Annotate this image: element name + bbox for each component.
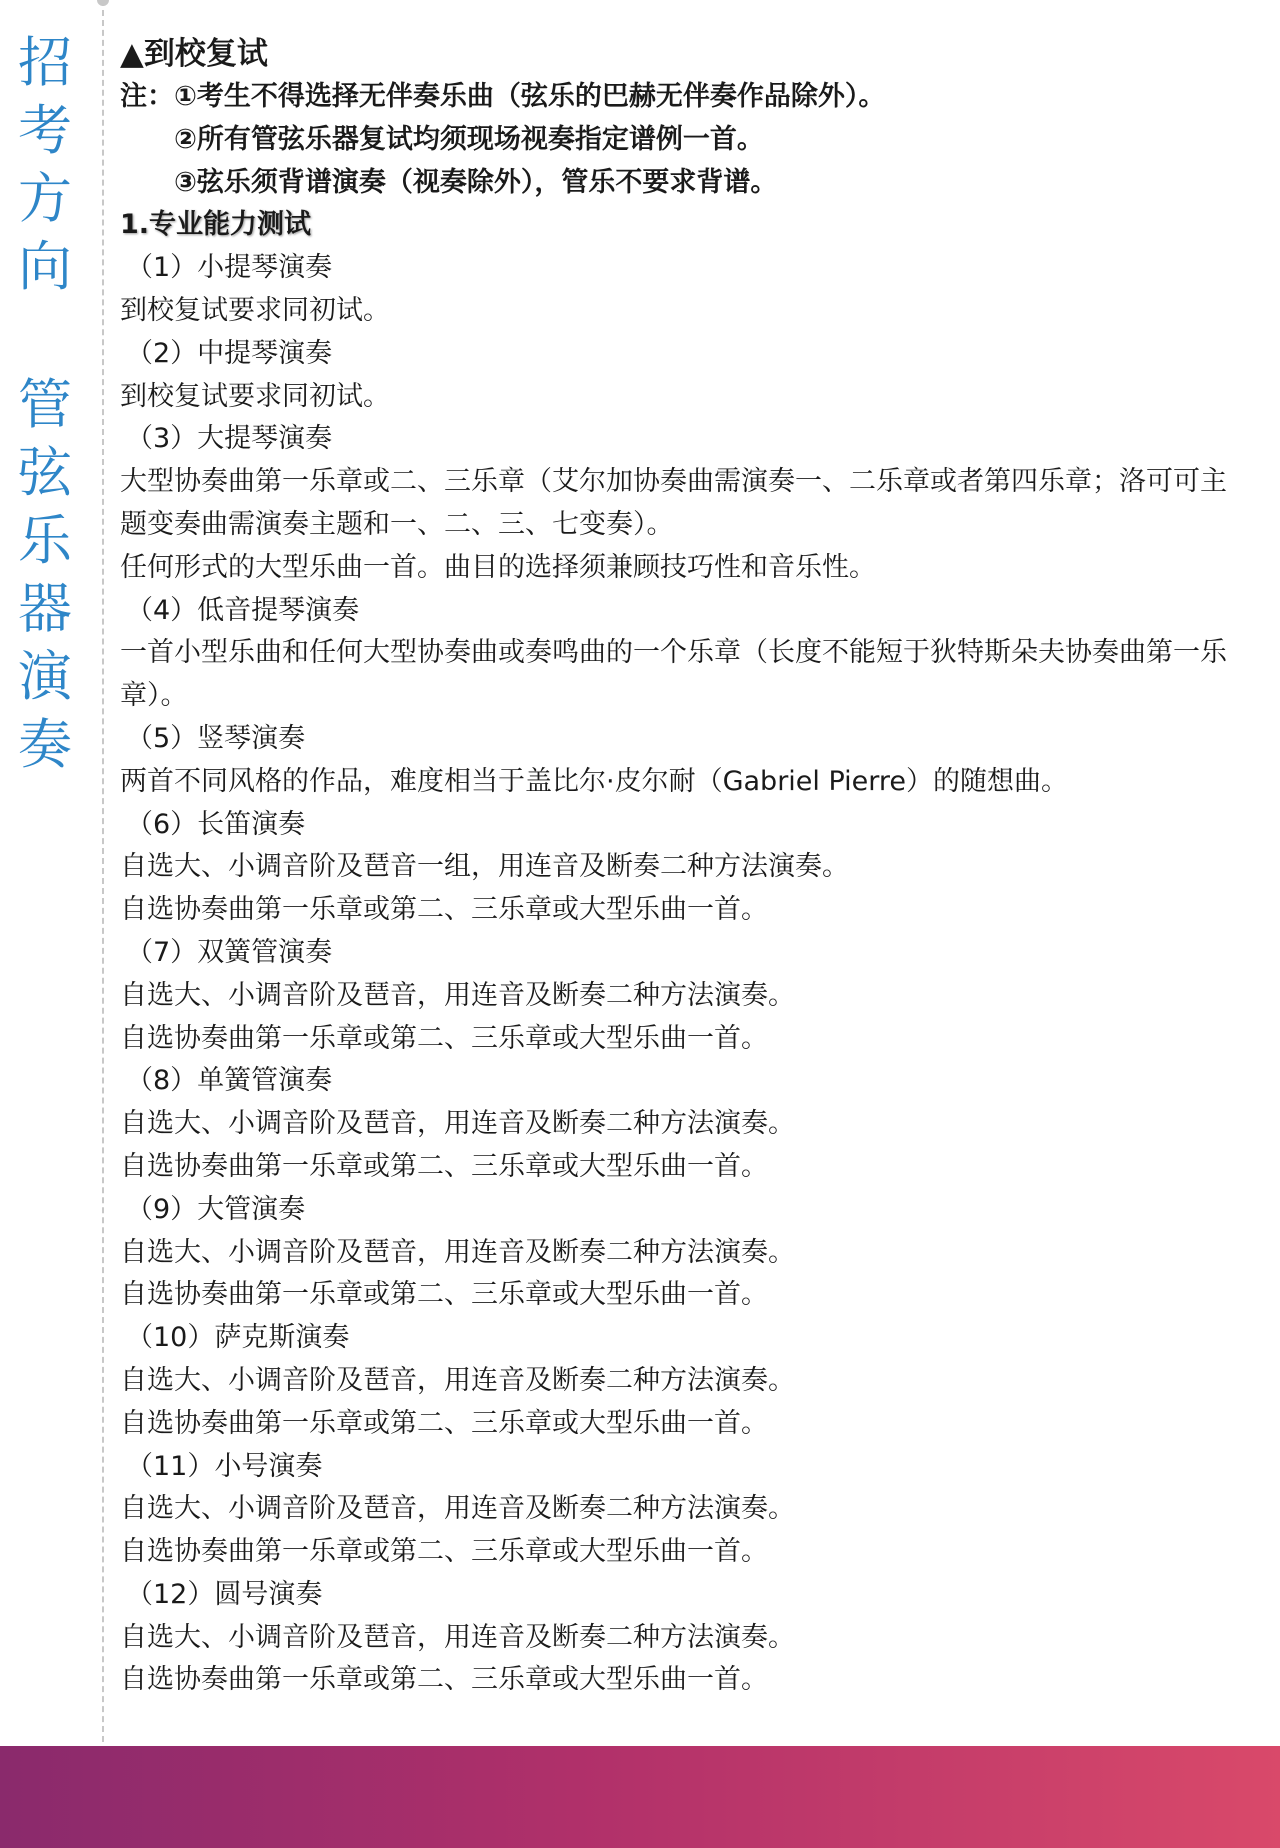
item-title: （4）低音提琴演奏 xyxy=(126,594,360,626)
item-title: （1）小提琴演奏 xyxy=(126,252,333,284)
item-title: （7）双簧管演奏 xyxy=(126,936,333,968)
sidebar-char: 弦 xyxy=(18,441,72,504)
item-text: 到校复试要求同初试。 xyxy=(120,380,390,412)
sidebar-char: 向 xyxy=(18,235,72,298)
item-text: 自选协奏曲第一乐章或第二、三乐章或大型乐曲一首。 xyxy=(120,1279,768,1311)
item-text: 自选大、小调音阶及琶音，用连音及断奏二种方法演奏。 xyxy=(120,1493,795,1525)
item-title: （12）圆号演奏 xyxy=(126,1578,323,1610)
item-title: （2）中提琴演奏 xyxy=(126,337,333,369)
sidebar-char: 器 xyxy=(18,577,72,640)
item-title: （3）大提琴演奏 xyxy=(126,423,333,455)
item-title: （6）长笛演奏 xyxy=(126,808,306,840)
item-title: （9）大管演奏 xyxy=(126,1193,306,1225)
document-content xyxy=(120,32,1230,1702)
sidebar-char: 考 xyxy=(18,99,72,162)
item-text: 到校复试要求同初试。 xyxy=(120,294,390,326)
note-line: ③弦乐须背谱演奏（视奏除外），管乐不要求背谱。 xyxy=(174,166,778,198)
item-text: 大型协奏曲第一乐章或二、三乐章（艾尔加协奏曲需演奏一、二乐章或者第四乐章；洛可可主题变奏曲需演奏主题和一、二、三、七变奏）。 xyxy=(120,466,1227,540)
item-text: 自选协奏曲第一乐章或第二、三乐章或大型乐曲一首。 xyxy=(120,1022,768,1054)
item-text: 自选大、小调音阶及琶音一组，用连音及断奏二种方法演奏。 xyxy=(120,851,849,883)
note-line: 注：①考生不得选择无伴奏乐曲（弦乐的巴赫无伴奏作品除外）。 xyxy=(120,81,886,112)
item-text: 任何形式的大型乐曲一首。曲目的选择须兼顾技巧性和音乐性。 xyxy=(120,551,876,583)
item-title: （10）萨克斯演奏 xyxy=(126,1322,350,1354)
sidebar-char: 演 xyxy=(18,645,72,708)
item-text: 两首不同风格的作品，难度相当于盖比尔·皮尔耐（Gabriel Pierre）的随想曲。 xyxy=(120,765,1069,797)
item-text: 自选协奏曲第一乐章或第二、三乐章或大型乐曲一首。 xyxy=(120,1664,768,1696)
item-text: 自选大、小调音阶及琶音，用连音及断奏二种方法演奏。 xyxy=(120,979,795,1011)
item-text: 自选协奏曲第一乐章或第二、三乐章或大型乐曲一首。 xyxy=(120,1150,768,1182)
item-text: 一首小型乐曲和任何大型协奏曲或奏鸣曲的一个乐章（长度不能短于狄特斯朵夫协奏曲第一乐章）。 xyxy=(120,637,1227,712)
item-title: （5）竖琴演奏 xyxy=(126,722,306,754)
item-text: 自选协奏曲第一乐章或第二、三乐章或大型乐曲一首。 xyxy=(120,1536,768,1568)
subsection-title: 1.专业能力测试 xyxy=(120,209,312,241)
divider-top-dot xyxy=(97,0,109,6)
footer-gradient-bar xyxy=(0,1746,1280,1848)
note-line: ②所有管弦乐器复试均须现场视奏指定谱例一首。 xyxy=(174,123,764,155)
dashed-divider xyxy=(102,0,104,1752)
item-text: 自选协奏曲第一乐章或第二、三乐章或大型乐曲一首。 xyxy=(120,1407,768,1439)
sidebar-char: 招 xyxy=(18,31,72,94)
item-title: （8）单簧管演奏 xyxy=(126,1065,333,1097)
sidebar-char: 方 xyxy=(18,167,72,230)
item-text: 自选大、小调音阶及琶音，用连音及断奏二种方法演奏。 xyxy=(120,1236,795,1268)
item-title: （11）小号演奏 xyxy=(126,1450,323,1482)
item-text: 自选协奏曲第一乐章或第二、三乐章或大型乐曲一首。 xyxy=(120,894,768,926)
sidebar-char: 乐 xyxy=(18,509,72,572)
section-heading: ▲到校复试 xyxy=(120,36,268,72)
item-text: 自选大、小调音阶及琶音，用连音及断奏二种方法演奏。 xyxy=(120,1108,795,1140)
item-text: 自选大、小调音阶及琶音，用连音及断奏二种方法演奏。 xyxy=(120,1364,795,1396)
item-text: 自选大、小调音阶及琶音，用连音及断奏二种方法演奏。 xyxy=(120,1621,795,1653)
sidebar-char: 奏 xyxy=(18,713,72,776)
sidebar-char: 管 xyxy=(18,373,72,436)
